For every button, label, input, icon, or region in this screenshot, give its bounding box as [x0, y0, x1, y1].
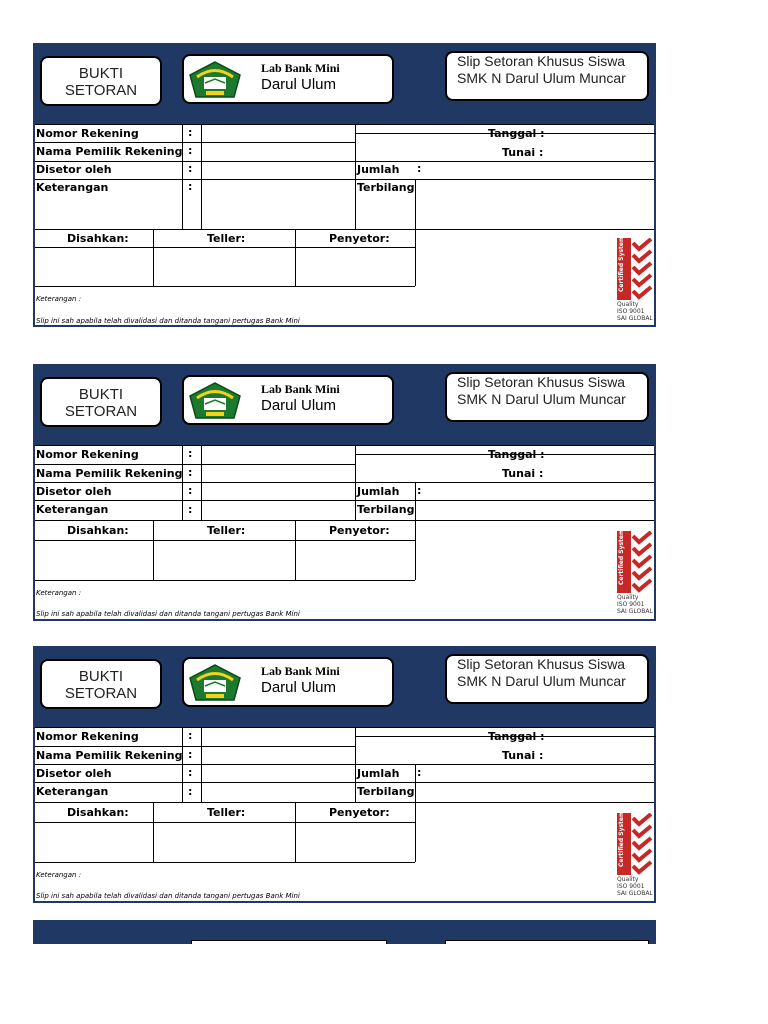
- slip-title-line1: Slip Setoran Khusus Siswa: [457, 374, 626, 390]
- cert-quality: Quality: [617, 301, 639, 308]
- terbilang-label: Terbilang: [357, 785, 415, 798]
- tunai-label: Tunai :: [502, 467, 544, 480]
- jumlah-label: Jumlah: [357, 163, 400, 176]
- colon: :: [188, 766, 193, 779]
- disetor-oleh-label: Disetor oleh: [36, 485, 112, 498]
- footer-keterangan: Keterangan :: [36, 871, 82, 879]
- colon: :: [188, 748, 193, 761]
- slip-header: [35, 648, 654, 727]
- bank-name-box: [182, 375, 394, 425]
- colon: :: [188, 144, 193, 157]
- colon: :: [188, 484, 193, 497]
- school-logo-icon: [188, 382, 242, 422]
- jumlah-label: Jumlah: [357, 767, 400, 780]
- bank-subtitle: Darul Ulum: [261, 397, 337, 414]
- nomor-rekening-label: Nomor Rekening: [36, 127, 139, 140]
- footer-keterangan: Keterangan :: [36, 295, 82, 303]
- footer-note: Slip ini sah apabila telah divalidasi dan ditanda tangani pertugas Bank Mini: [36, 610, 300, 618]
- slip-title-line2: SMK N Darul Ulum Muncar: [457, 70, 626, 86]
- cert-iso: ISO 9001: [617, 308, 645, 315]
- colon: :: [188, 447, 193, 460]
- cert-org: SAI GLOBAL: [617, 608, 653, 615]
- bukti-setoran-box: [40, 659, 162, 709]
- colon: :: [188, 729, 193, 742]
- bank-name-box: [182, 54, 394, 104]
- disahkan-label: Disahkan:: [67, 232, 129, 245]
- bank-name-box-partial: [191, 940, 387, 944]
- slip-title-line2: SMK N Darul Ulum Muncar: [457, 673, 626, 689]
- tunai-label: Tunai :: [502, 146, 544, 159]
- jumlah-label: Jumlah: [357, 485, 400, 498]
- terbilang-label: Terbilang: [357, 181, 415, 194]
- colon: :: [188, 785, 193, 798]
- cert-text: [617, 594, 653, 615]
- colon: :: [188, 162, 193, 175]
- cert-label: Certified System: [618, 528, 625, 585]
- penyetor-label: Penyetor:: [329, 806, 390, 819]
- cert-org: SAI GLOBAL: [617, 315, 653, 322]
- checkmarks-icon: [630, 531, 654, 593]
- deposit-slip-3: [33, 646, 656, 903]
- bukti-text: BUKTI: [78, 386, 124, 403]
- jumlah-colon: :: [417, 766, 422, 779]
- bank-name-box: [182, 657, 394, 707]
- tunai-label: Tunai :: [502, 749, 544, 762]
- school-logo-icon: [188, 61, 242, 101]
- nama-pemilik-label: Nama Pemilik Rekening: [36, 749, 183, 762]
- checkmarks-icon: [630, 813, 654, 875]
- nomor-rekening-label: Nomor Rekening: [36, 448, 139, 461]
- slip-form-grid: [35, 124, 654, 327]
- slip-title-box: [445, 51, 649, 101]
- teller-label: Teller:: [207, 806, 246, 819]
- tanggal-label: Tanggal :: [488, 127, 545, 140]
- disetor-oleh-label: Disetor oleh: [36, 163, 112, 176]
- bank-title: Lab Bank Mini: [261, 382, 340, 396]
- colon: :: [188, 503, 193, 516]
- colon: :: [188, 126, 193, 139]
- keterangan-label: Keterangan: [36, 181, 109, 194]
- footer-note: Slip ini sah apabila telah divalidasi dan ditanda tangani pertugas Bank Mini: [36, 317, 300, 325]
- setoran-text: SETORAN: [64, 82, 138, 99]
- terbilang-label: Terbilang: [357, 503, 415, 516]
- footer-keterangan: Keterangan :: [36, 589, 82, 597]
- tanggal-label: Tanggal :: [488, 730, 545, 743]
- cert-text: [617, 301, 653, 322]
- cert-text: [617, 876, 653, 897]
- nama-pemilik-label: Nama Pemilik Rekening: [36, 145, 183, 158]
- disahkan-label: Disahkan:: [67, 806, 129, 819]
- colon: :: [188, 180, 193, 193]
- teller-label: Teller:: [207, 232, 246, 245]
- cert-quality: Quality: [617, 594, 639, 601]
- cert-iso: ISO 9001: [617, 601, 645, 608]
- nomor-rekening-label: Nomor Rekening: [36, 730, 139, 743]
- bank-title: Lab Bank Mini: [261, 664, 340, 678]
- bukti-text: BUKTI: [78, 668, 124, 685]
- bank-title: Lab Bank Mini: [261, 61, 340, 75]
- cert-iso: ISO 9001: [617, 883, 645, 890]
- footer-note: Slip ini sah apabila telah divalidasi dan ditanda tangani pertugas Bank Mini: [36, 892, 300, 900]
- slip-title-box-partial: [445, 940, 649, 944]
- penyetor-label: Penyetor:: [329, 524, 390, 537]
- slip-form-grid: [35, 445, 654, 621]
- bukti-setoran-box: [40, 56, 162, 106]
- slip-title-box: [445, 372, 649, 422]
- slip-title-line1: Slip Setoran Khusus Siswa: [457, 53, 626, 69]
- deposit-slip-4-partial: [33, 920, 656, 944]
- cert-label: Certified System: [618, 810, 625, 867]
- bukti-setoran-box: [40, 377, 162, 427]
- disetor-oleh-label: Disetor oleh: [36, 767, 112, 780]
- cert-label: Certified System: [618, 235, 625, 292]
- keterangan-label: Keterangan: [36, 785, 109, 798]
- jumlah-colon: :: [417, 162, 422, 175]
- slip-title-box: [445, 654, 649, 704]
- cert-org: SAI GLOBAL: [617, 890, 653, 897]
- checkmarks-icon: [630, 238, 654, 300]
- penyetor-label: Penyetor:: [329, 232, 390, 245]
- cert-quality: Quality: [617, 876, 639, 883]
- nama-pemilik-label: Nama Pemilik Rekening: [36, 467, 183, 480]
- slip-header: [35, 366, 654, 445]
- disahkan-label: Disahkan:: [67, 524, 129, 537]
- slip-form-grid: [35, 727, 654, 903]
- jumlah-colon: :: [417, 484, 422, 497]
- slip-title-line1: Slip Setoran Khusus Siswa: [457, 656, 626, 672]
- school-logo-icon: [188, 664, 242, 704]
- deposit-slip-1: [33, 43, 656, 327]
- deposit-slip-2: [33, 364, 656, 621]
- setoran-text: SETORAN: [64, 403, 138, 420]
- teller-label: Teller:: [207, 524, 246, 537]
- slip-header: [35, 45, 654, 124]
- colon: :: [188, 466, 193, 479]
- slip-title-line2: SMK N Darul Ulum Muncar: [457, 391, 626, 407]
- bank-subtitle: Darul Ulum: [261, 679, 337, 696]
- tanggal-label: Tanggal :: [488, 448, 545, 461]
- bukti-text: BUKTI: [78, 65, 124, 82]
- setoran-text: SETORAN: [64, 685, 138, 702]
- keterangan-label: Keterangan: [36, 503, 109, 516]
- bank-subtitle: Darul Ulum: [261, 76, 337, 93]
